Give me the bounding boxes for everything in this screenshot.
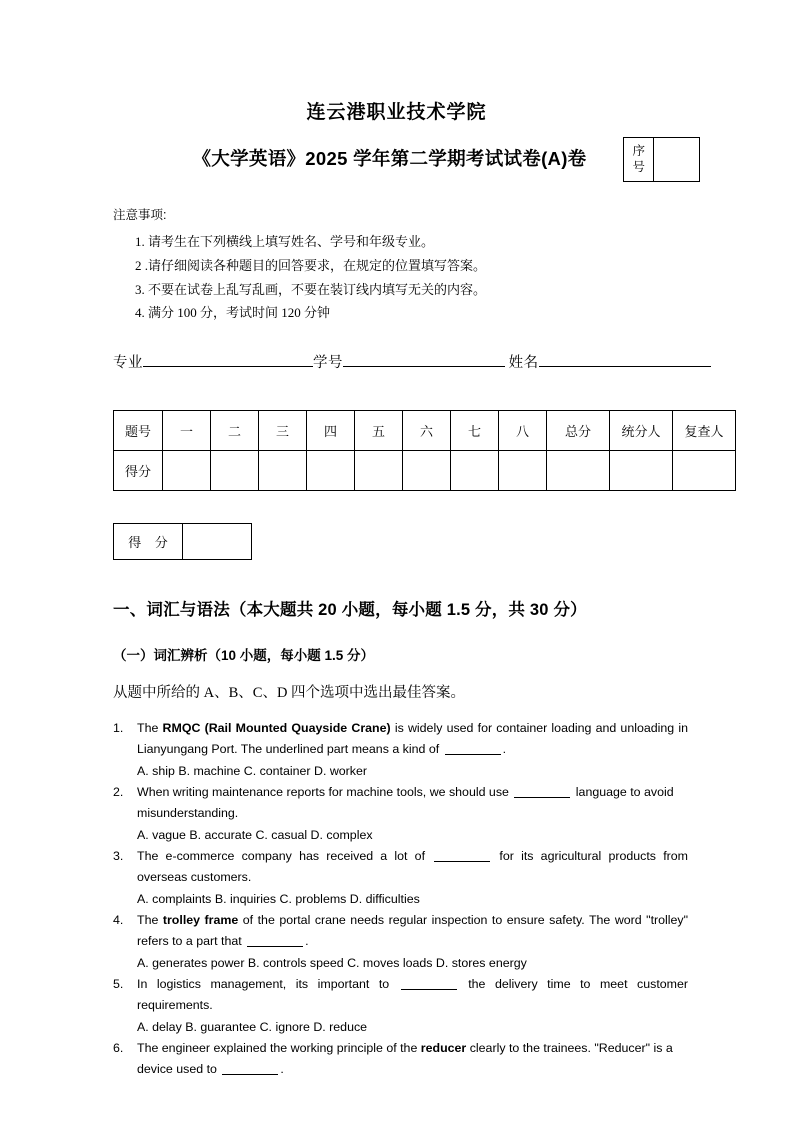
sequence-number-label	[624, 138, 654, 182]
section-score-label: 得 分	[114, 524, 183, 560]
sequence-label-char-1: 序	[632, 143, 645, 158]
notice-item: 2 .请仔细阅读各种题目的回答要求，在规定的位置填写答案。	[135, 257, 487, 273]
sequence-label-char-2: 号	[632, 159, 645, 174]
score-column-header: 一	[163, 411, 211, 451]
score-table-wrapper	[113, 410, 793, 491]
score-column-header: 八	[499, 411, 547, 451]
question-options[interactable]: A. complaints B. inquiries C. problems D. difficulties	[137, 891, 420, 906]
score-cell[interactable]	[403, 451, 451, 491]
score-column-header: 七	[451, 411, 499, 451]
question-body	[137, 718, 688, 782]
score-column-header-total: 总分	[547, 411, 610, 451]
subsection-heading-word-discrimination: （一）词汇辨析（10 小题，每小题 1.5 分）	[113, 648, 375, 664]
section-score-value[interactable]	[183, 524, 252, 560]
question-stem: The engineer explained the working principle of the reducer clearly to the trainees. "Reducer" is a device used to .	[137, 1041, 673, 1077]
score-column-header-reviewer: 复查人	[673, 411, 736, 451]
student-id-label: 学号	[313, 355, 343, 372]
question-item	[113, 718, 688, 782]
notice-item: 1. 请考生在下列横线上填写姓名、学号和年级专业。	[135, 234, 435, 249]
question-number: 3.	[113, 849, 124, 864]
answer-blank[interactable]	[514, 797, 570, 798]
question-number: 6.	[113, 1041, 124, 1056]
score-cell[interactable]	[211, 451, 259, 491]
section-heading-vocabulary-grammar: 一、词汇与语法（本大题共 20 小题，每小题 1.5 分，共 30 分）	[113, 601, 587, 620]
question-body	[137, 782, 688, 846]
question-item	[113, 846, 688, 910]
student-info-line	[113, 351, 793, 372]
question-options[interactable]: A. vague B. accurate C. casual D. complex	[137, 827, 373, 842]
score-cell[interactable]	[451, 451, 499, 491]
question-body	[137, 1038, 688, 1081]
score-table-row-label-question: 题号	[114, 411, 163, 451]
question-stem: The trolley frame of the portal crane needs regular inspection to ensure safety. The word "trolley" refers to a part that .	[137, 913, 689, 949]
question-list	[113, 718, 688, 1081]
question-stem: The RMQC (Rail Mounted Quayside Crane) is widely used for container loading and unloading in Lianyungang Port. The underlined part means a kind of .	[137, 721, 689, 757]
table-row-question-numbers	[114, 411, 736, 451]
section-score-box-wrapper	[113, 523, 793, 560]
exam-title: 《大学英语》2025 学年第二学期考试试卷(A)卷	[192, 148, 587, 169]
table-row-scores	[114, 451, 736, 491]
emphasized-term: reducer	[420, 1041, 467, 1056]
question-number: 1.	[113, 721, 124, 736]
sequence-number-box	[623, 137, 700, 182]
question-stem: The e-commerce company has received a lot of for its agricultural products from overseas customers.	[137, 849, 688, 885]
section-instruction: 从题中所给的 A、B、C、D 四个选项中选出最佳答案。	[113, 685, 466, 702]
question-body	[137, 974, 688, 1038]
student-id-input[interactable]	[343, 366, 505, 367]
score-table	[113, 410, 736, 491]
sequence-number-value[interactable]	[654, 138, 700, 182]
school-name: 连云港职业技术学院	[306, 102, 487, 123]
question-options[interactable]: A. delay B. guarantee C. ignore D. reduce	[137, 1019, 368, 1034]
answer-blank[interactable]	[434, 861, 490, 862]
major-label: 专业	[113, 355, 143, 372]
score-cell[interactable]	[163, 451, 211, 491]
answer-blank[interactable]	[445, 754, 501, 755]
section-score-box	[113, 523, 252, 560]
major-input[interactable]	[143, 366, 313, 367]
score-column-header: 二	[211, 411, 259, 451]
answer-blank[interactable]	[222, 1074, 278, 1075]
score-table-row-label-score: 得分	[114, 451, 163, 491]
question-item	[113, 782, 688, 846]
score-column-header-tallier: 统分人	[610, 411, 673, 451]
notice-item: 4. 满分 100 分，考试时间 120 分钟	[135, 305, 331, 321]
name-label: 姓名	[508, 355, 539, 372]
score-column-header: 三	[259, 411, 307, 451]
score-cell-tallier[interactable]	[610, 451, 673, 491]
question-options[interactable]: A. generates power B. controls speed C. moves loads D. stores energy	[137, 955, 527, 970]
question-body	[137, 846, 688, 910]
score-column-header: 五	[355, 411, 403, 451]
score-column-header: 六	[403, 411, 451, 451]
emphasized-term: RMQC (Rail Mounted Quayside Crane)	[162, 721, 391, 736]
answer-blank[interactable]	[247, 946, 303, 947]
question-options[interactable]: A. ship B. machine C. container D. worker	[137, 763, 368, 778]
notice-item: 3. 不要在试卷上乱写乱画，不要在装订线内填写无关的内容。	[135, 281, 487, 297]
score-cell[interactable]	[499, 451, 547, 491]
score-cell-total[interactable]	[547, 451, 610, 491]
question-number: 5.	[113, 977, 124, 992]
emphasized-term: trolley frame	[162, 913, 239, 928]
notice-title: 注意事项:	[113, 208, 167, 222]
score-cell-reviewer[interactable]	[673, 451, 736, 491]
question-stem: When writing maintenance reports for machine tools, we should use language to avoid misunderstanding.	[137, 785, 674, 821]
question-number: 2.	[113, 785, 124, 800]
score-column-header: 四	[307, 411, 355, 451]
notice-list	[113, 230, 793, 325]
question-stem: In logistics management, its important to the delivery time to meet customer requirements.	[137, 977, 688, 1013]
question-item	[113, 1038, 688, 1081]
question-item	[113, 910, 688, 974]
answer-blank[interactable]	[401, 989, 457, 990]
score-cell[interactable]	[307, 451, 355, 491]
score-cell[interactable]	[259, 451, 307, 491]
name-input[interactable]	[539, 366, 711, 367]
notice-block	[113, 205, 793, 325]
question-number: 4.	[113, 913, 124, 928]
question-body	[137, 910, 688, 974]
score-cell[interactable]	[355, 451, 403, 491]
table-row	[114, 524, 252, 560]
exam-title-row	[0, 145, 793, 191]
question-item	[113, 974, 688, 1038]
